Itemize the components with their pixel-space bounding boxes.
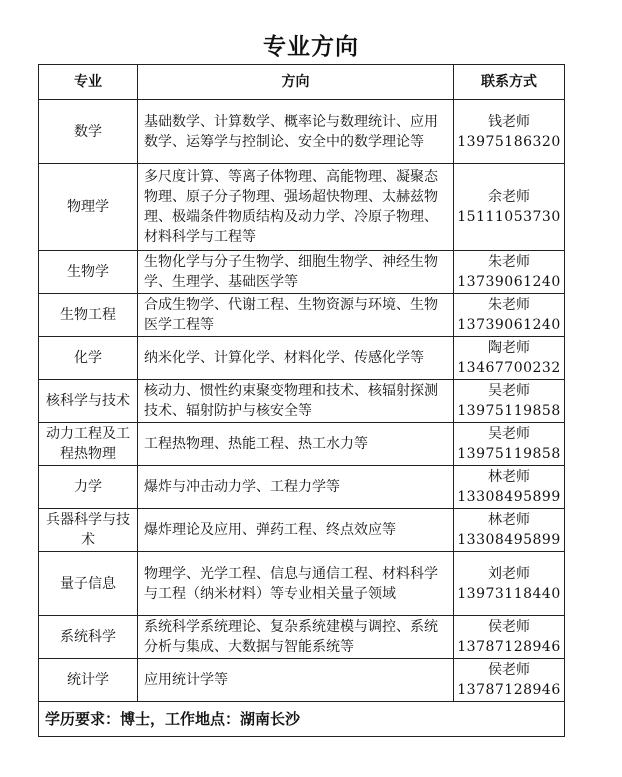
header-contact: 联系方式 (454, 65, 565, 100)
major-cell: 统计学 (39, 659, 138, 702)
table-row (39, 659, 565, 702)
contact-cell (454, 659, 565, 702)
contact-name: 林老师 (488, 469, 530, 485)
table-row (39, 100, 565, 164)
table-row (39, 337, 565, 380)
contact-phone: 13739061240 (457, 274, 561, 290)
major-cell: 化学 (39, 337, 138, 380)
major-cell: 量子信息 (39, 552, 138, 616)
table-row (39, 509, 565, 552)
major-cell: 生物工程 (39, 294, 138, 337)
contact-phone: 13975119858 (457, 446, 561, 462)
table-row (39, 616, 565, 659)
contact-phone: 13975119858 (457, 403, 561, 419)
direction-cell: 工程热物理、热能工程、热工水力等 (138, 423, 454, 466)
contact-phone: 13787128946 (457, 639, 561, 655)
contact-cell (454, 294, 565, 337)
direction-cell: 基础数学、计算数学、概率论与数理统计、应用数学、运筹学与控制论、安全中的数学理论等 (138, 100, 454, 164)
contact-cell (454, 466, 565, 509)
direction-cell: 多尺度计算、等离子体物理、高能物理、凝聚态物理、原子分子物理、强场超快物理、太赫兹物理、极端条件物质结构及动力学、冷原子物理、材料科学与工程等 (138, 164, 454, 251)
contact-cell (454, 616, 565, 659)
contact-cell (454, 509, 565, 552)
contact-cell (454, 100, 565, 164)
table-header-row (39, 65, 565, 100)
major-cell: 兵器科学与技术 (39, 509, 138, 552)
contact-phone: 15111053730 (457, 209, 561, 225)
major-cell: 物理学 (39, 164, 138, 251)
direction-cell: 系统科学系统理论、复杂系统建模与调控、系统分析与集成、大数据与智能系统等 (138, 616, 454, 659)
direction-cell: 爆炸与冲击动力学、工程力学等 (138, 466, 454, 509)
contact-phone: 13787128946 (457, 682, 561, 698)
contact-cell (454, 337, 565, 380)
direction-cell: 应用统计学等 (138, 659, 454, 702)
table-row (39, 294, 565, 337)
contact-phone: 13308495899 (457, 489, 561, 505)
direction-cell: 物理学、光学工程、信息与通信工程、材料科学与工程（纳米材料）等专业相关量子领域 (138, 552, 454, 616)
requirements-footer: 学历要求：博士，工作地点：湖南长沙 (39, 702, 565, 737)
direction-cell: 纳米化学、计算化学、材料化学、传感化学等 (138, 337, 454, 380)
contact-phone: 13973118440 (457, 585, 561, 602)
contact-phone: 13467700232 (457, 360, 561, 376)
table-row (39, 380, 565, 423)
contact-name: 侯老师 (488, 662, 530, 678)
table-row (39, 552, 565, 616)
contact-name: 林老师 (488, 512, 530, 528)
contact-name: 刘老师 (488, 565, 530, 582)
major-cell: 系统科学 (39, 616, 138, 659)
direction-cell: 爆炸理论及应用、弹药工程、终点效应等 (138, 509, 454, 552)
table-row (39, 466, 565, 509)
contact-name: 侯老师 (488, 619, 530, 635)
contact-cell (454, 251, 565, 294)
contact-name: 陶老师 (488, 340, 530, 356)
table-row (39, 423, 565, 466)
header-major: 专业 (39, 65, 138, 100)
major-cell: 数学 (39, 100, 138, 164)
contact-phone: 13308495899 (457, 532, 561, 548)
contact-phone: 13975186320 (457, 133, 561, 150)
contact-cell (454, 380, 565, 423)
direction-cell: 合成生物学、代谢工程、生物资源与环境、生物医学工程等 (138, 294, 454, 337)
direction-cell: 生物化学与分子生物学、细胞生物学、神经生物学、生理学、基础医学等 (138, 251, 454, 294)
contact-name: 吴老师 (488, 426, 530, 442)
major-cell: 核科学与技术 (39, 380, 138, 423)
direction-cell: 核动力、惯性约束聚变物理和技术、核辐射探测技术、辐射防护与核安全等 (138, 380, 454, 423)
contact-name: 吴老师 (488, 383, 530, 399)
contact-cell (454, 552, 565, 616)
contact-name: 钱老师 (488, 113, 530, 130)
table-row (39, 251, 565, 294)
major-cell: 动力工程及工程热物理 (39, 423, 138, 466)
page-title: 专业方向 (263, 34, 359, 60)
majors-table (38, 64, 565, 737)
table-row (39, 164, 565, 251)
contact-name: 朱老师 (488, 254, 530, 270)
header-direction: 方向 (138, 65, 454, 100)
major-cell: 力学 (39, 466, 138, 509)
footer-row (39, 702, 565, 737)
contact-name: 朱老师 (488, 297, 530, 313)
contact-cell (454, 423, 565, 466)
contact-cell (454, 164, 565, 251)
contact-name: 余老师 (488, 189, 530, 205)
major-cell: 生物学 (39, 251, 138, 294)
contact-phone: 13739061240 (457, 317, 561, 333)
